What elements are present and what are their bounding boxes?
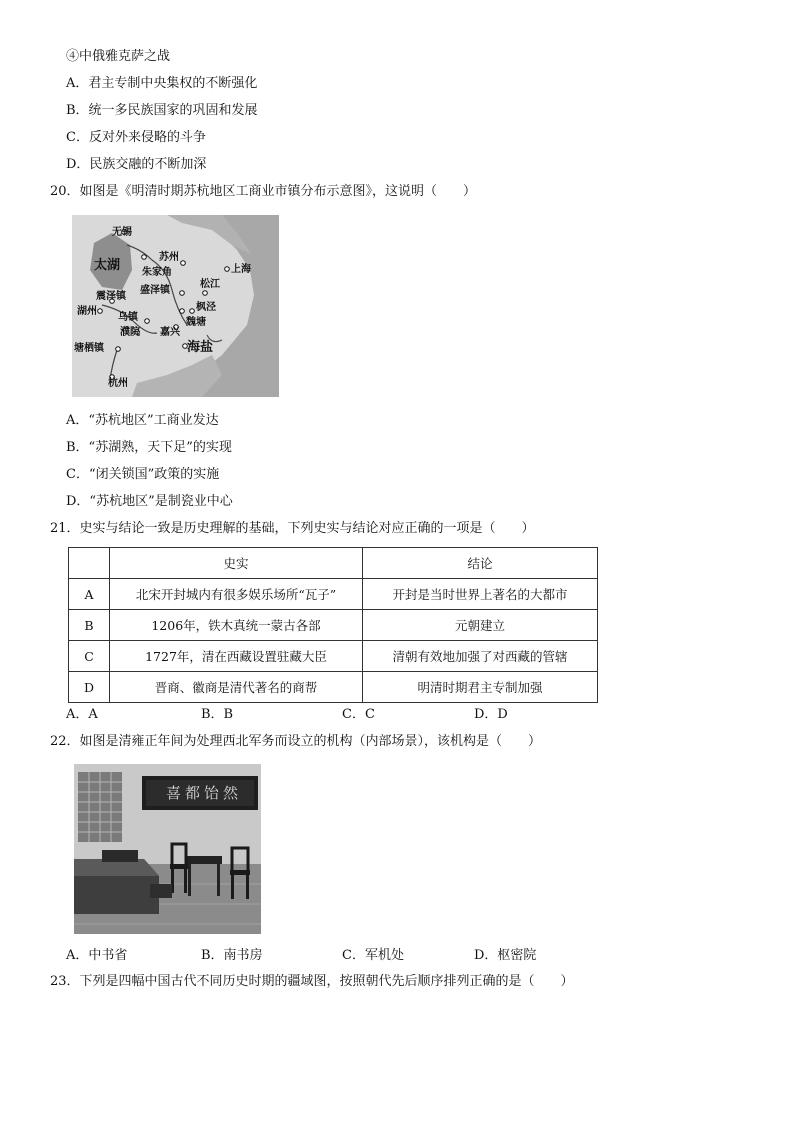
map-label-shanghai: 上海	[231, 264, 251, 275]
header-blank	[69, 548, 110, 579]
q20-option-d: D．“苏杭地区”是制瓷业中心	[66, 494, 233, 509]
table-row	[69, 672, 598, 703]
q21-option-a: A．A	[66, 707, 98, 722]
q21-option-b: B．B	[201, 707, 234, 722]
map-label-haiyan: 海盐	[187, 340, 214, 355]
q23-stem: 23．下列是四幅中国古代不同历史时期的疆域图，按照朝代先后顺序排列正确的是（ ）	[50, 974, 574, 989]
map-label-hangzhou: 杭州	[108, 378, 128, 389]
row-fact: 晋商、徽商是清代著名的商帮	[110, 672, 363, 703]
table-header-row	[69, 548, 598, 579]
grand-council-interior-photo	[74, 764, 261, 934]
row-letter: C	[69, 641, 110, 672]
map-label-fengjing: 枫泾	[196, 302, 216, 313]
row-conclusion: 清朝有效地加强了对西藏的管辖	[363, 641, 598, 672]
q19-option-c: C．反对外来侵略的斗争	[66, 130, 206, 145]
header-conclusion: 结论	[363, 548, 598, 579]
row-letter: A	[69, 579, 110, 610]
header-fact: 史实	[110, 548, 363, 579]
row-conclusion: 明清时期君主专制加强	[363, 672, 598, 703]
q22-option-c: C．军机处	[342, 948, 404, 963]
plaque-inscription: 喜都饴然	[165, 784, 242, 802]
row-fact: 北宋开封城内有很多娱乐场所“瓦子”	[110, 579, 363, 610]
row-fact: 1206年，铁木真统一蒙古各部	[110, 610, 363, 641]
q20-option-a: A．“苏杭地区”工商业发达	[66, 413, 219, 428]
q20-option-c: C．“闭关锁国”政策的实施	[66, 467, 220, 482]
map-label-taihu: 太湖	[94, 258, 121, 273]
table-row	[69, 641, 598, 672]
q21-option-c: C．C	[342, 707, 375, 722]
map-label-huzhou: 湖州	[77, 306, 97, 317]
map-label-jiaxing: 嘉兴	[160, 327, 180, 338]
suhang-market-towns-map	[72, 215, 279, 397]
map-shapes	[72, 215, 279, 397]
map-label-weitang: 魏塘	[186, 317, 206, 328]
q22-stem: 22．如图是清雍正年间为处理西北军务而设立的机构（内部场景），该机构是（ ）	[50, 734, 542, 749]
q19-option-b: B．统一多民族国家的巩固和发展	[66, 103, 258, 118]
q22-option-b: B．南书房	[201, 948, 263, 963]
map-label-songjiang: 松江	[200, 279, 220, 290]
q22-option-a: A．中书省	[66, 948, 128, 963]
q19-option-d: D．民族交融的不断加深	[66, 157, 207, 172]
q20-stem: 20．如图是《明清时期苏杭地区工商业市镇分布示意图》，这说明（ ）	[50, 184, 477, 199]
q22-option-d: D．枢密院	[474, 948, 537, 963]
row-conclusion: 元朝建立	[363, 610, 598, 641]
row-conclusion: 开封是当时世界上著名的大都市	[363, 579, 598, 610]
q20-option-b: B．“苏湖熟，天下足”的实现	[66, 440, 232, 455]
row-letter: D	[69, 672, 110, 703]
map-label-wuxi: 无锡	[112, 227, 132, 238]
row-letter: B	[69, 610, 110, 641]
table-row	[69, 579, 598, 610]
q19-item-4: ④中俄雅克萨之战	[66, 49, 171, 64]
map-label-zhujiajiao: 朱家角	[142, 267, 172, 278]
map-label-puyuan: 濮院	[120, 327, 140, 338]
map-label-wuzhen: 乌镇	[118, 312, 138, 323]
q19-option-a: A．君主专制中央集权的不断强化	[66, 76, 258, 91]
map-label-suzhou: 苏州	[159, 252, 179, 263]
map-label-tangqi: 塘栖镇	[74, 343, 104, 354]
map-label-zhenze: 震泽镇	[96, 291, 126, 302]
q21-option-d: D．D	[474, 707, 508, 722]
row-fact: 1727年，清在西藏设置驻藏大臣	[110, 641, 363, 672]
map-label-shengze: 盛泽镇	[140, 285, 170, 296]
q21-stem: 21．史实与结论一致是历史理解的基础，下列史实与结论对应正确的一项是（ ）	[50, 521, 535, 536]
fact-conclusion-table	[68, 547, 598, 703]
table-row	[69, 610, 598, 641]
